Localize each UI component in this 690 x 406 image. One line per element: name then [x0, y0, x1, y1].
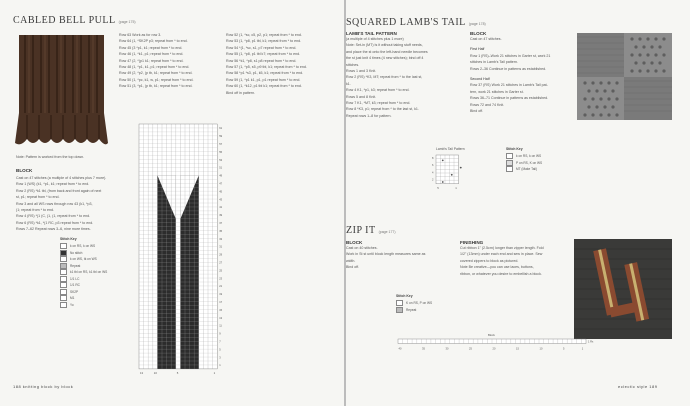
zip-block-line: Cast on 40 stitches. [346, 246, 378, 250]
chart-row-label: 37 [219, 221, 223, 225]
key-item: MT (Make Tail) [506, 166, 542, 173]
bell-pull-photo [13, 35, 110, 147]
chart-row-label: 27 [219, 261, 223, 265]
chart-row-label: 13 [219, 316, 223, 320]
rc-swatch-icon [60, 282, 67, 288]
purl-swatch-icon [506, 160, 513, 166]
chart-row-label: 57 [219, 142, 223, 146]
first-half-line: Row 1 (RS)–Work 21 stitches in Garter st, work 21 [470, 53, 551, 58]
lambs-block-instructions [470, 37, 570, 115]
row-instruction: Row 54 *(1, *sc, s1, p7 repeat from * to end. [226, 45, 297, 50]
finishing-line: ribbon, or whatever you desire to embellish a block. [460, 271, 542, 276]
chart-row-label: 35 [219, 229, 223, 233]
row-instruction: Row 63 Work as for row 3. [119, 33, 162, 37]
row-instruction: Row 53 (1, *p8, p1 tbl, k1; repeat from * to end. [226, 39, 302, 44]
squared-lambs-tail-title: SQUARED LAMB'S TAIL (page 178) [346, 17, 486, 28]
lambs-line: and place the st onto the left-hand needle becomes [346, 49, 428, 54]
row-instruction: Row 46 (1, *k1, p1; repeat from * to end. [119, 52, 184, 57]
chart-row-label: 7 [219, 340, 221, 344]
lambs-line: the st just knit 4 times (4 new stitches); bind off 4 [346, 56, 424, 61]
row-instruction: Row 47 (2, *(p1 k1; repeat from * to end. [119, 58, 184, 63]
chart-row-label: 23 [219, 277, 223, 281]
chart-x-label: 10 [153, 370, 157, 375]
chart-row-label: 29 [219, 253, 223, 257]
chart-row-label: 3 [219, 356, 221, 360]
finishing-line: 1/2" (13mm) under each end and sew in place. Sew [460, 252, 543, 257]
lambs-line: Row 7 K1, *MT, k3; repeat from * to end. [346, 101, 411, 106]
key-item: Repeat [396, 307, 432, 314]
second-half-line: tern, work 21 stitches in Garter st. [470, 89, 524, 94]
white-swatch-icon [60, 243, 67, 249]
block-instructions [16, 176, 116, 234]
lambs-chart-title: Lamb's Tail Pattern [436, 147, 465, 151]
finishing-heading: FINISHING [460, 240, 484, 245]
row-instruction: Row 55 (1, *p8, p1 tbl k7; repeat from * to end. [226, 52, 301, 57]
key-item: No stitch [60, 250, 107, 257]
zip-block-line: Bind off. [346, 265, 360, 270]
dark-swatch-icon [60, 250, 67, 256]
zip-x-label: 30 [445, 347, 449, 351]
lambs-line: Row 2 (RS) *K3, MT; repeat from * to the last st, [346, 75, 423, 80]
lambs-row-label: 8 [432, 156, 434, 160]
lambs-row-label: 6 [432, 164, 434, 168]
stitch-key [60, 237, 107, 308]
left-footer: 188 knitting block by block [13, 384, 74, 389]
key-item: K on RS, P on WS [396, 300, 432, 307]
zip-chart-label: Block [488, 333, 495, 337]
block-line: Row 2 (RS) *k1 tbl, (from back and front again of next [16, 188, 102, 193]
row-instruction: Row 51 (3, *p1, (p tb, k1; repeat from * to end. [119, 84, 193, 89]
zip-x-label: 25 [469, 347, 472, 351]
lambs-stitch-key [506, 147, 542, 173]
zip-block-instructions [346, 246, 456, 272]
lambs-line: Note: Set-in (MT) Is it without taking stuff needs, [346, 43, 423, 48]
mt-stitch-mark [442, 181, 444, 183]
lambs-tail-chart [426, 153, 496, 198]
row-instruction: Row 48 (1, *p1, k1, p1; repeat from * to end. [119, 65, 190, 70]
lambs-x-label: 5 [437, 185, 439, 190]
row-instruction: Row 57 (1, *p5, s5, p9 tbl, k1; repeat from * to end. [226, 65, 307, 70]
lambs-row-label: 2 [432, 178, 434, 182]
zip-x-label: 10 [539, 347, 543, 351]
zip-x-label: 35 [422, 347, 425, 351]
chart-row-label: 33 [219, 237, 223, 241]
row-instruction: Row 58 *p1 *s3, p1, k5, k1; repeat from * to end. [226, 71, 304, 76]
key-item: P on RS, K on WS [506, 160, 542, 167]
lambs-line: Rows 5 and 8 Knit. [346, 94, 377, 99]
lambs-line: stitches. [346, 62, 360, 67]
chart-x-label: 1 [213, 370, 216, 375]
chart-row-label: 9 [219, 332, 221, 336]
lambs-line: Repeat rows 1–8 for pattern. [346, 113, 392, 118]
repeat-swatch-icon [60, 263, 67, 269]
key-item: k on WS, tk on WS [60, 256, 107, 263]
lambs-tail-instructions [346, 37, 456, 120]
key-item: Yo [60, 302, 107, 309]
chart-row-label: 39 [219, 214, 223, 218]
chart-row-label: 61 [219, 127, 223, 131]
zip-block-line: width. [346, 258, 356, 263]
row-instruction: Row 64 (1, *SK2P p3; repeat from * to end. [119, 39, 188, 44]
block-line: Row 4 (RS) *(1 (C, (1, (1, repeat from * to end. [16, 214, 91, 219]
zip-x-label: 1 [581, 347, 584, 351]
chart-row-label: 59 [219, 135, 223, 139]
row-instruction: Row 45 (3 *p1, k1; repeat from * to end. [119, 45, 183, 50]
finishing-line: Note Be creative—you can use laces, buttons, [460, 265, 534, 270]
block-line: Rows 7–62 Repeat rows 3–6, nine more times. [16, 227, 91, 232]
first-half-line: Rows 2–36 Continue in patterns as established. [470, 66, 547, 71]
stitch-key-title: Stitch Key [60, 237, 77, 241]
finishing-line: covered zippers to block as pictured. [460, 258, 519, 263]
m1-swatch-icon [60, 295, 67, 301]
chart-row-label: 41 [219, 206, 223, 210]
sk2p-swatch-icon [60, 289, 67, 295]
right-footer: eclectic style 189 [618, 384, 658, 389]
zip-stitch-key-title: Stitch Key [396, 294, 413, 298]
key-item: k on RS, k on WS [60, 243, 107, 250]
left-page [0, 0, 344, 406]
row-instruction: Row 50 (1, *pc, k1, w, p1; repeat from * to end. [119, 77, 194, 82]
zip-it-title: ZIP IT (page 177) [346, 225, 396, 236]
lambs-block-heading: BLOCK [470, 31, 487, 36]
mt-stitch-mark [442, 160, 444, 162]
finishing-instructions [460, 246, 570, 278]
dot-swatch-icon [60, 256, 67, 262]
second-half-line: Bind off. [470, 109, 484, 114]
lambs-line: Row 4 K1, *p1, k3; repeat from * to end. [346, 88, 410, 93]
photo-caption: Note: Pattern is worked from the top down. [16, 155, 85, 159]
cable-chart [127, 122, 239, 384]
white-swatch-icon [506, 153, 513, 159]
block-line: Cast on 47 stitches (a multiple of 4 stitches plus 7 more). [16, 176, 107, 180]
lambs-tail-heading: LAMB'S TAIL PATTERN [346, 31, 397, 36]
zip-x-label: 40 [398, 347, 402, 351]
lambs-tail-photo [577, 33, 672, 120]
key-item: SK2P [60, 289, 107, 296]
chart-row-label: 11 [219, 324, 222, 328]
block-line: Row 3 and all WS rows through row 43 (k1, *p3, [16, 201, 93, 206]
key-item: 1/1 RC [60, 282, 107, 289]
chart-row-label: 43 [219, 198, 223, 202]
second-half-heading: Second Half [470, 77, 490, 82]
lambs-x-label: 1 [455, 185, 457, 190]
mt-stitch-mark [460, 167, 462, 169]
first-half-line: stitches in Lamb's Tail pattern. [470, 60, 518, 65]
rows-column-1 [119, 33, 219, 91]
block-line: st, p1; repeat from * to end. [16, 195, 60, 200]
chart-row-label: 45 [219, 190, 223, 194]
mt-stitch-mark [451, 174, 453, 176]
zip-block-chart [392, 330, 604, 358]
block-line: (1; repeat from * to end. [16, 208, 54, 213]
chart-row-label: 17 [219, 300, 223, 304]
lambs-row-label: 4 [432, 171, 434, 175]
row-instruction: Row 59 (1, *p1 k1, p1, p1 repeat from * to end. [226, 77, 301, 82]
right-page [346, 0, 690, 406]
mt-swatch-icon [506, 166, 513, 172]
chart-row-label: 31 [219, 245, 223, 249]
zip-it-photo [574, 239, 672, 339]
cabled-bell-pull-title: CABLED BELL PULL (page 175) [13, 15, 136, 26]
block-heading: BLOCK [16, 168, 33, 173]
second-half-line: Row 37 (RS) Work 21 stitches in Lamb's Tail pat- [470, 83, 548, 88]
yo-swatch-icon [60, 302, 67, 308]
white-swatch-icon [396, 300, 403, 306]
lambs-stitch-key-title: Stitch Key [506, 147, 523, 151]
row-instruction: Row 49 (2, *p2, (p tb, k1; repeat from * to end. [119, 71, 193, 76]
zip-row-label: 1 Rs [588, 340, 594, 344]
key-item: k on RS, k on WS [506, 153, 542, 160]
key-item: 1/1 LC [60, 276, 107, 283]
chart-row-label: 21 [219, 285, 223, 289]
lambs-line: (a multiple of 4 stitches plus 1 more) [346, 37, 404, 41]
chart-row-label: 49 [219, 174, 223, 178]
finishing-line: Cut ribbon 1" (2.5cm) longer than zipper length. Fold [460, 246, 544, 250]
zip-block-line: Work in St st until block length measures same as [346, 252, 426, 257]
rows-column-2 [226, 33, 331, 97]
zip-block-heading: BLOCK [346, 240, 363, 245]
lc-swatch-icon [60, 276, 67, 282]
tbl-swatch-icon [60, 269, 67, 275]
row-instruction: Bind off in pattern. [226, 90, 256, 95]
lambs-line: Row 8 *K3, p1; repeat from * to the last st, k1. [346, 107, 419, 112]
zip-x-label: 15 [516, 347, 519, 351]
key-item: k1 tbl on RS, k1 tbl on WS [60, 269, 107, 276]
second-half-line: Rows 36–71 Continue in patterns as established. [470, 96, 549, 101]
row-instruction: Row 52 (1, *sc, c5, p2, p1; repeat from * to end. [226, 33, 302, 37]
second-half-line: Rows 72 and 74 Knit. [470, 102, 505, 107]
zip-x-label: 5 [563, 347, 565, 351]
row-instruction: Row 56 *k1, *p8, s1 p8 repeat from * to end. [226, 58, 297, 63]
chart-row-label: 53 [219, 158, 223, 162]
block-line: Row 6 (RS) *k1, *(1 RC, p3 repeat from * to end. [16, 220, 94, 225]
key-item: M1 [60, 295, 107, 302]
chart-row-label: 19 [219, 293, 223, 297]
repeat-swatch-icon [396, 307, 403, 313]
chart-row-label: 51 [219, 166, 223, 170]
lambs-line: Rows 1 and 3 Knit. [346, 69, 377, 74]
lambs-block-line: Cast on 47 stitches. [470, 37, 502, 41]
chart-row-label: 25 [219, 269, 223, 273]
chart-row-label: 55 [219, 150, 223, 154]
chart-x-label: 13 [140, 370, 144, 375]
zip-stitch-key [396, 294, 432, 313]
chart-row-label: 1 [219, 364, 221, 368]
row-instruction: Row 60 (1, *k12, p1 tbl k1; repeat from * to end. [226, 84, 302, 89]
zip-x-label: 20 [492, 347, 496, 351]
chart-row-label: 5 [219, 348, 221, 352]
first-half-heading: First Half [470, 47, 485, 52]
chart-row-label: 15 [219, 308, 223, 312]
chart-row-label: 47 [219, 182, 223, 186]
key-item: Repeat [60, 263, 107, 270]
chart-x-label: 5 [176, 370, 179, 375]
block-line: Row 1 (WS) (k1, *p1, k1; repeat from * to end. [16, 182, 90, 187]
lambs-line: k1. [346, 81, 351, 86]
